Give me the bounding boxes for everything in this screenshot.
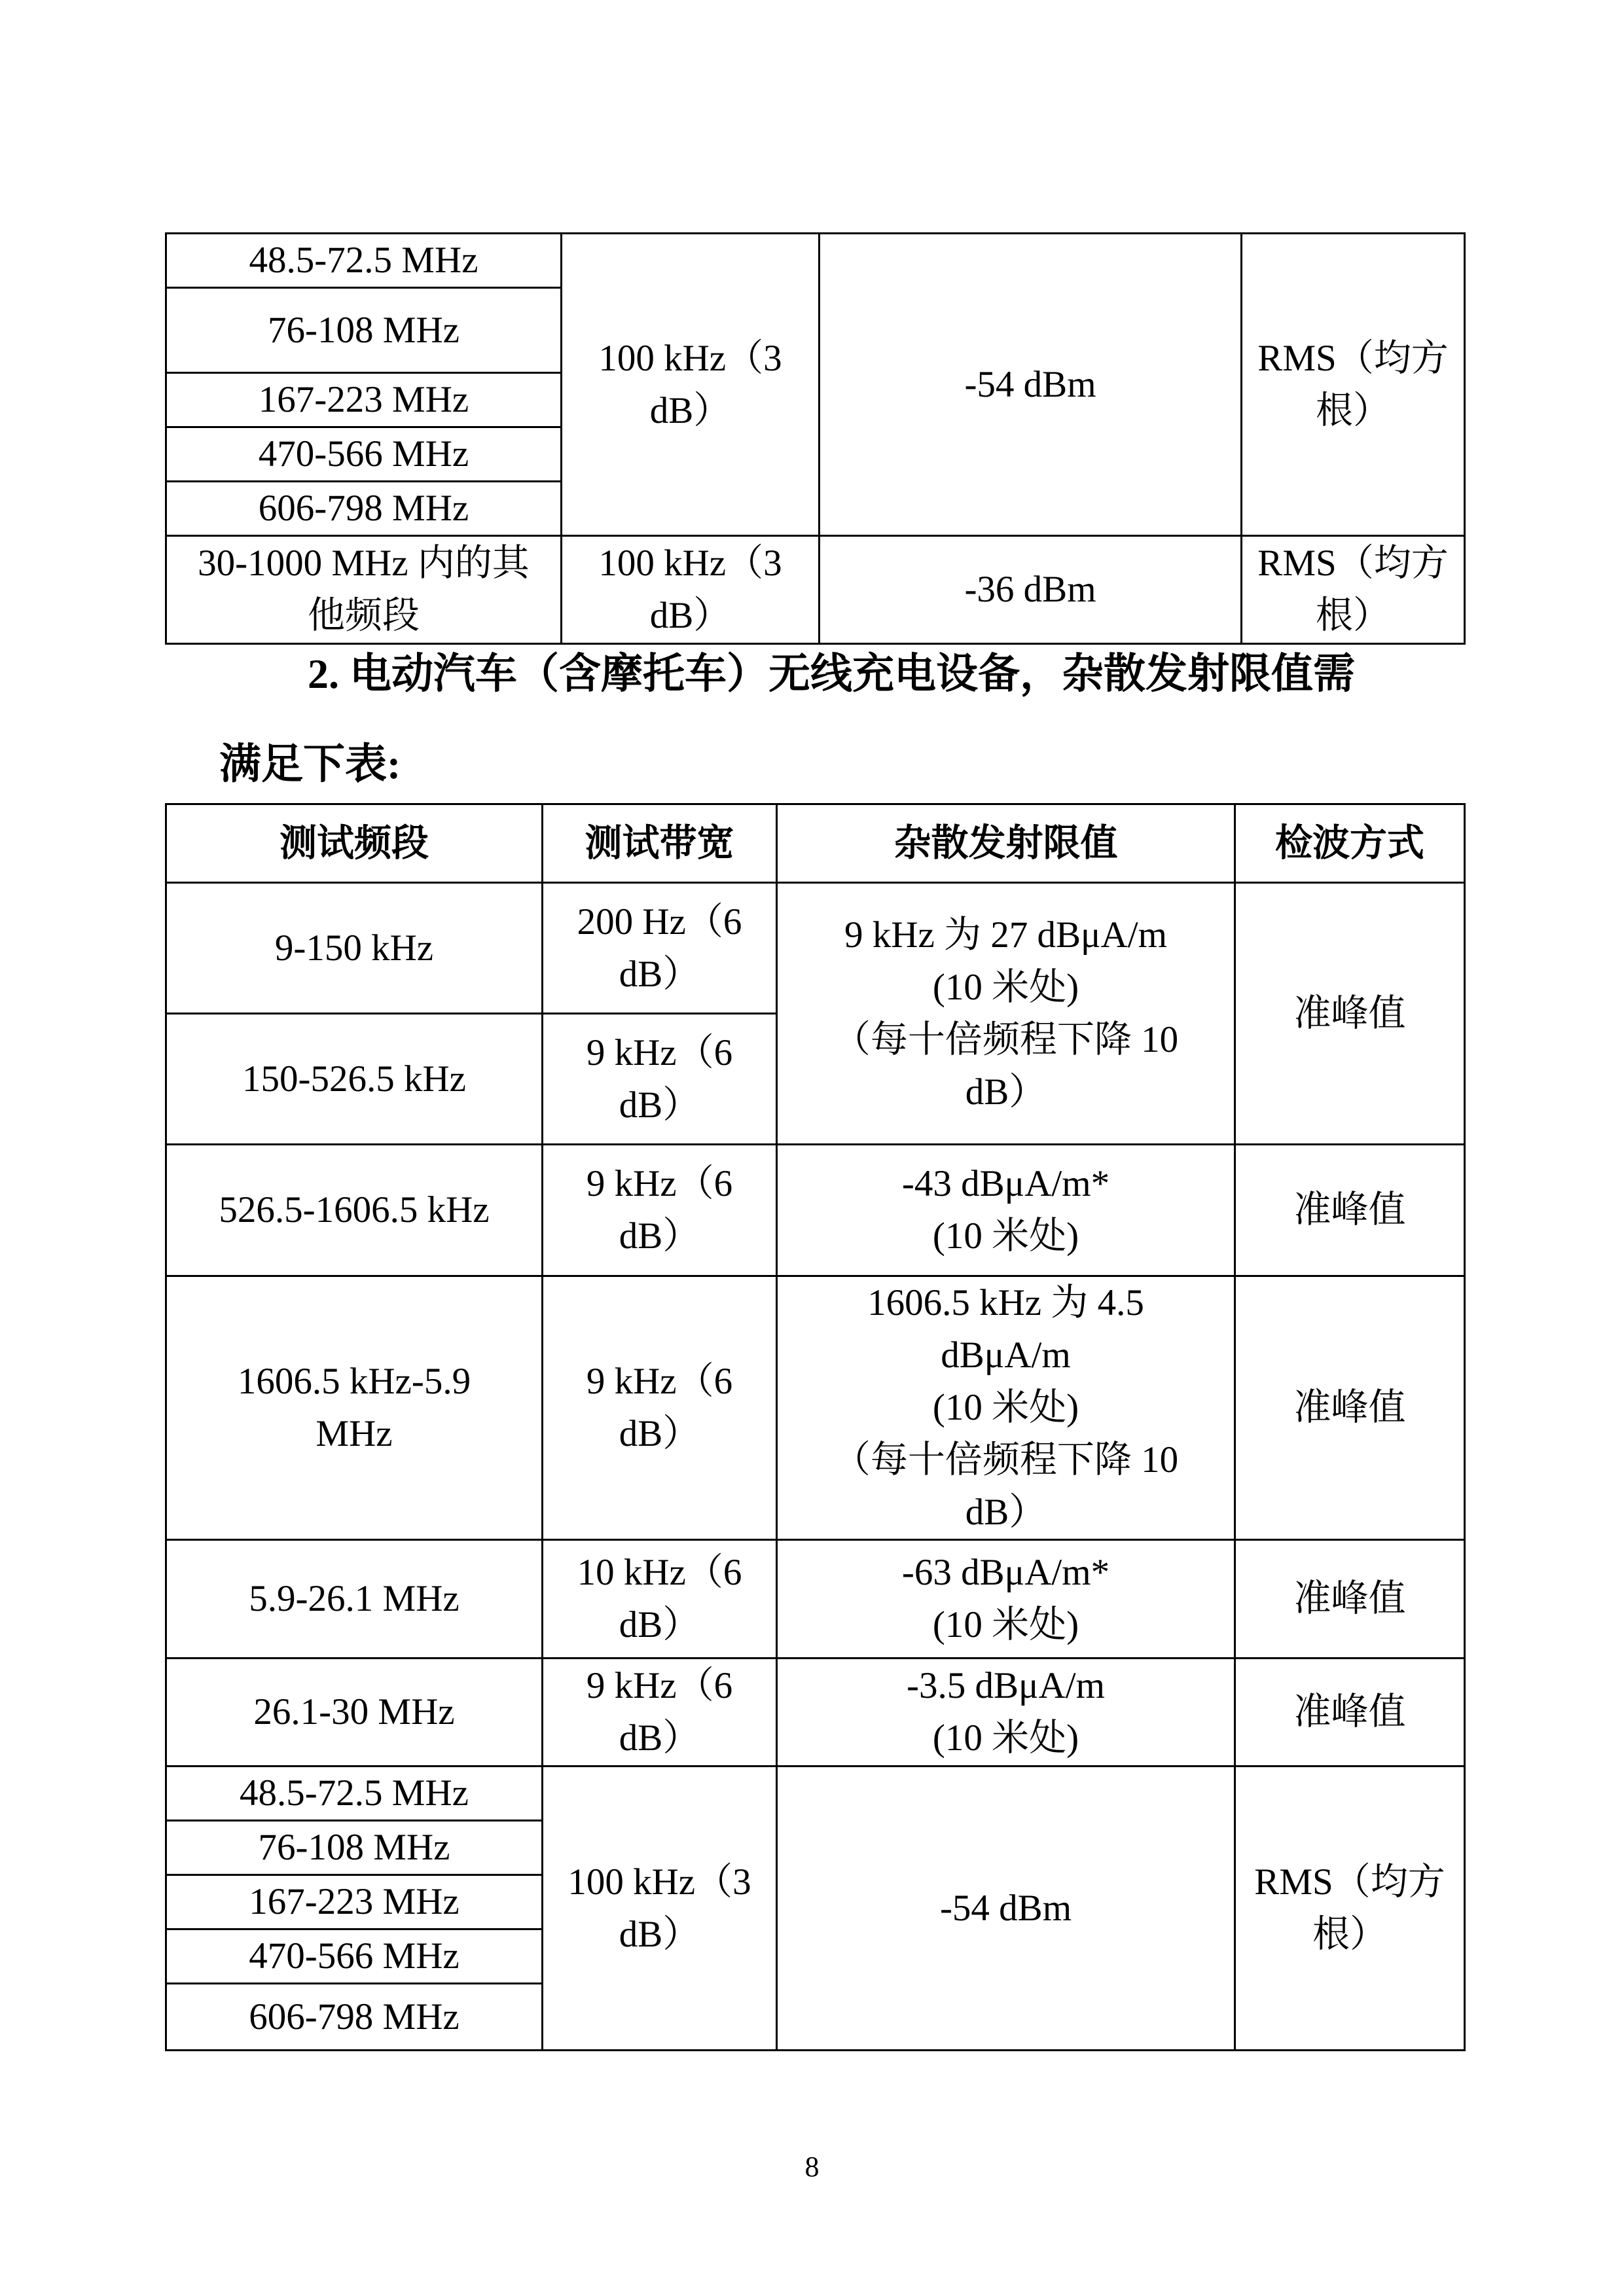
band-cell: 167-223 MHz (166, 1875, 543, 1929)
bandwidth-cell: 9 kHz（6 dB） (543, 1276, 777, 1540)
limit-cell: -54 dBm (777, 1767, 1235, 2051)
band-cell: 167-223 MHz (166, 373, 562, 427)
header-test-band: 测试频段 (166, 804, 543, 883)
bandwidth-cell: 9 kHz（6 dB） (543, 1145, 777, 1276)
limit-cell: 9 kHz 为 27 dBμA/m (10 米处) （每十倍频程下降 10 dB） (777, 883, 1235, 1145)
section-heading-line-1: 2. 电动汽车（含摩托车）无线充电设备，杂散发射限值需 (308, 651, 1355, 697)
detector-cell: RMS（均方 根） (1242, 536, 1465, 644)
detector-cell: 准峰值 (1235, 1276, 1465, 1540)
band-cell: 9-150 kHz (166, 883, 543, 1014)
page-number: 8 (804, 2151, 820, 2183)
limit-cell: -36 dBm (820, 536, 1242, 644)
band-cell: 526.5-1606.5 kHz (166, 1145, 543, 1276)
header-test-bandwidth: 测试带宽 (543, 804, 777, 883)
bandwidth-cell: 9 kHz（6 dB） (543, 1014, 777, 1145)
band-cell: 48.5-72.5 MHz (166, 234, 562, 288)
limit-cell: -63 dBμA/m* (10 米处) (777, 1540, 1235, 1659)
limit-cell: -43 dBμA/m* (10 米处) (777, 1145, 1235, 1276)
limit-cell: -3.5 dBμA/m (10 米处) (777, 1659, 1235, 1767)
limit-cell: -54 dBm (820, 234, 1242, 536)
table-header-row (166, 804, 1465, 883)
band-cell: 150-526.5 kHz (166, 1014, 543, 1145)
detector-cell: RMS（均方 根） (1242, 234, 1465, 536)
band-cell: 1606.5 kHz-5.9 MHz (166, 1276, 543, 1540)
detector-cell: 准峰值 (1235, 1659, 1465, 1767)
table-row (166, 1659, 1465, 1767)
bandwidth-cell: 100 kHz（3 dB） (562, 234, 820, 536)
band-cell: 470-566 MHz (166, 1929, 543, 1984)
ev-wireless-charging-spurious-limits-table (165, 803, 1466, 2051)
band-cell: 470-566 MHz (166, 427, 562, 482)
table-row (166, 1767, 1465, 1821)
bandwidth-cell: 100 kHz（3 dB） (543, 1767, 777, 2051)
band-cell: 48.5-72.5 MHz (166, 1767, 543, 1821)
bandwidth-cell: 200 Hz（6 dB） (543, 883, 777, 1014)
band-cell: 606-798 MHz (166, 482, 562, 536)
band-cell: 30-1000 MHz 内的其 他频段 (166, 536, 562, 644)
table-row (166, 883, 1465, 1014)
spurious-limits-table-continued (165, 232, 1466, 645)
band-cell: 76-108 MHz (166, 288, 562, 373)
table-row (166, 1276, 1465, 1540)
detector-cell: 准峰值 (1235, 1540, 1465, 1659)
band-cell: 76-108 MHz (166, 1821, 543, 1875)
section-heading-line-2: 满足下表: (219, 741, 401, 787)
bandwidth-cell: 10 kHz（6 dB） (543, 1540, 777, 1659)
bandwidth-cell: 9 kHz（6 dB） (543, 1659, 777, 1767)
header-detector: 检波方式 (1235, 804, 1465, 883)
header-spurious-limit: 杂散发射限值 (777, 804, 1235, 883)
table-row (166, 536, 1465, 644)
band-cell: 26.1-30 MHz (166, 1659, 543, 1767)
band-cell: 606-798 MHz (166, 1984, 543, 2051)
band-cell: 5.9-26.1 MHz (166, 1540, 543, 1659)
table-row (166, 234, 1465, 288)
detector-cell: RMS（均方 根） (1235, 1767, 1465, 2051)
table-row (166, 1145, 1465, 1276)
detector-cell: 准峰值 (1235, 1145, 1465, 1276)
bandwidth-cell: 100 kHz（3 dB） (562, 536, 820, 644)
detector-cell: 准峰值 (1235, 883, 1465, 1145)
limit-cell: 1606.5 kHz 为 4.5 dBμA/m (10 米处) （每十倍频程下降 10 dB） (777, 1276, 1235, 1540)
table-row (166, 1540, 1465, 1659)
